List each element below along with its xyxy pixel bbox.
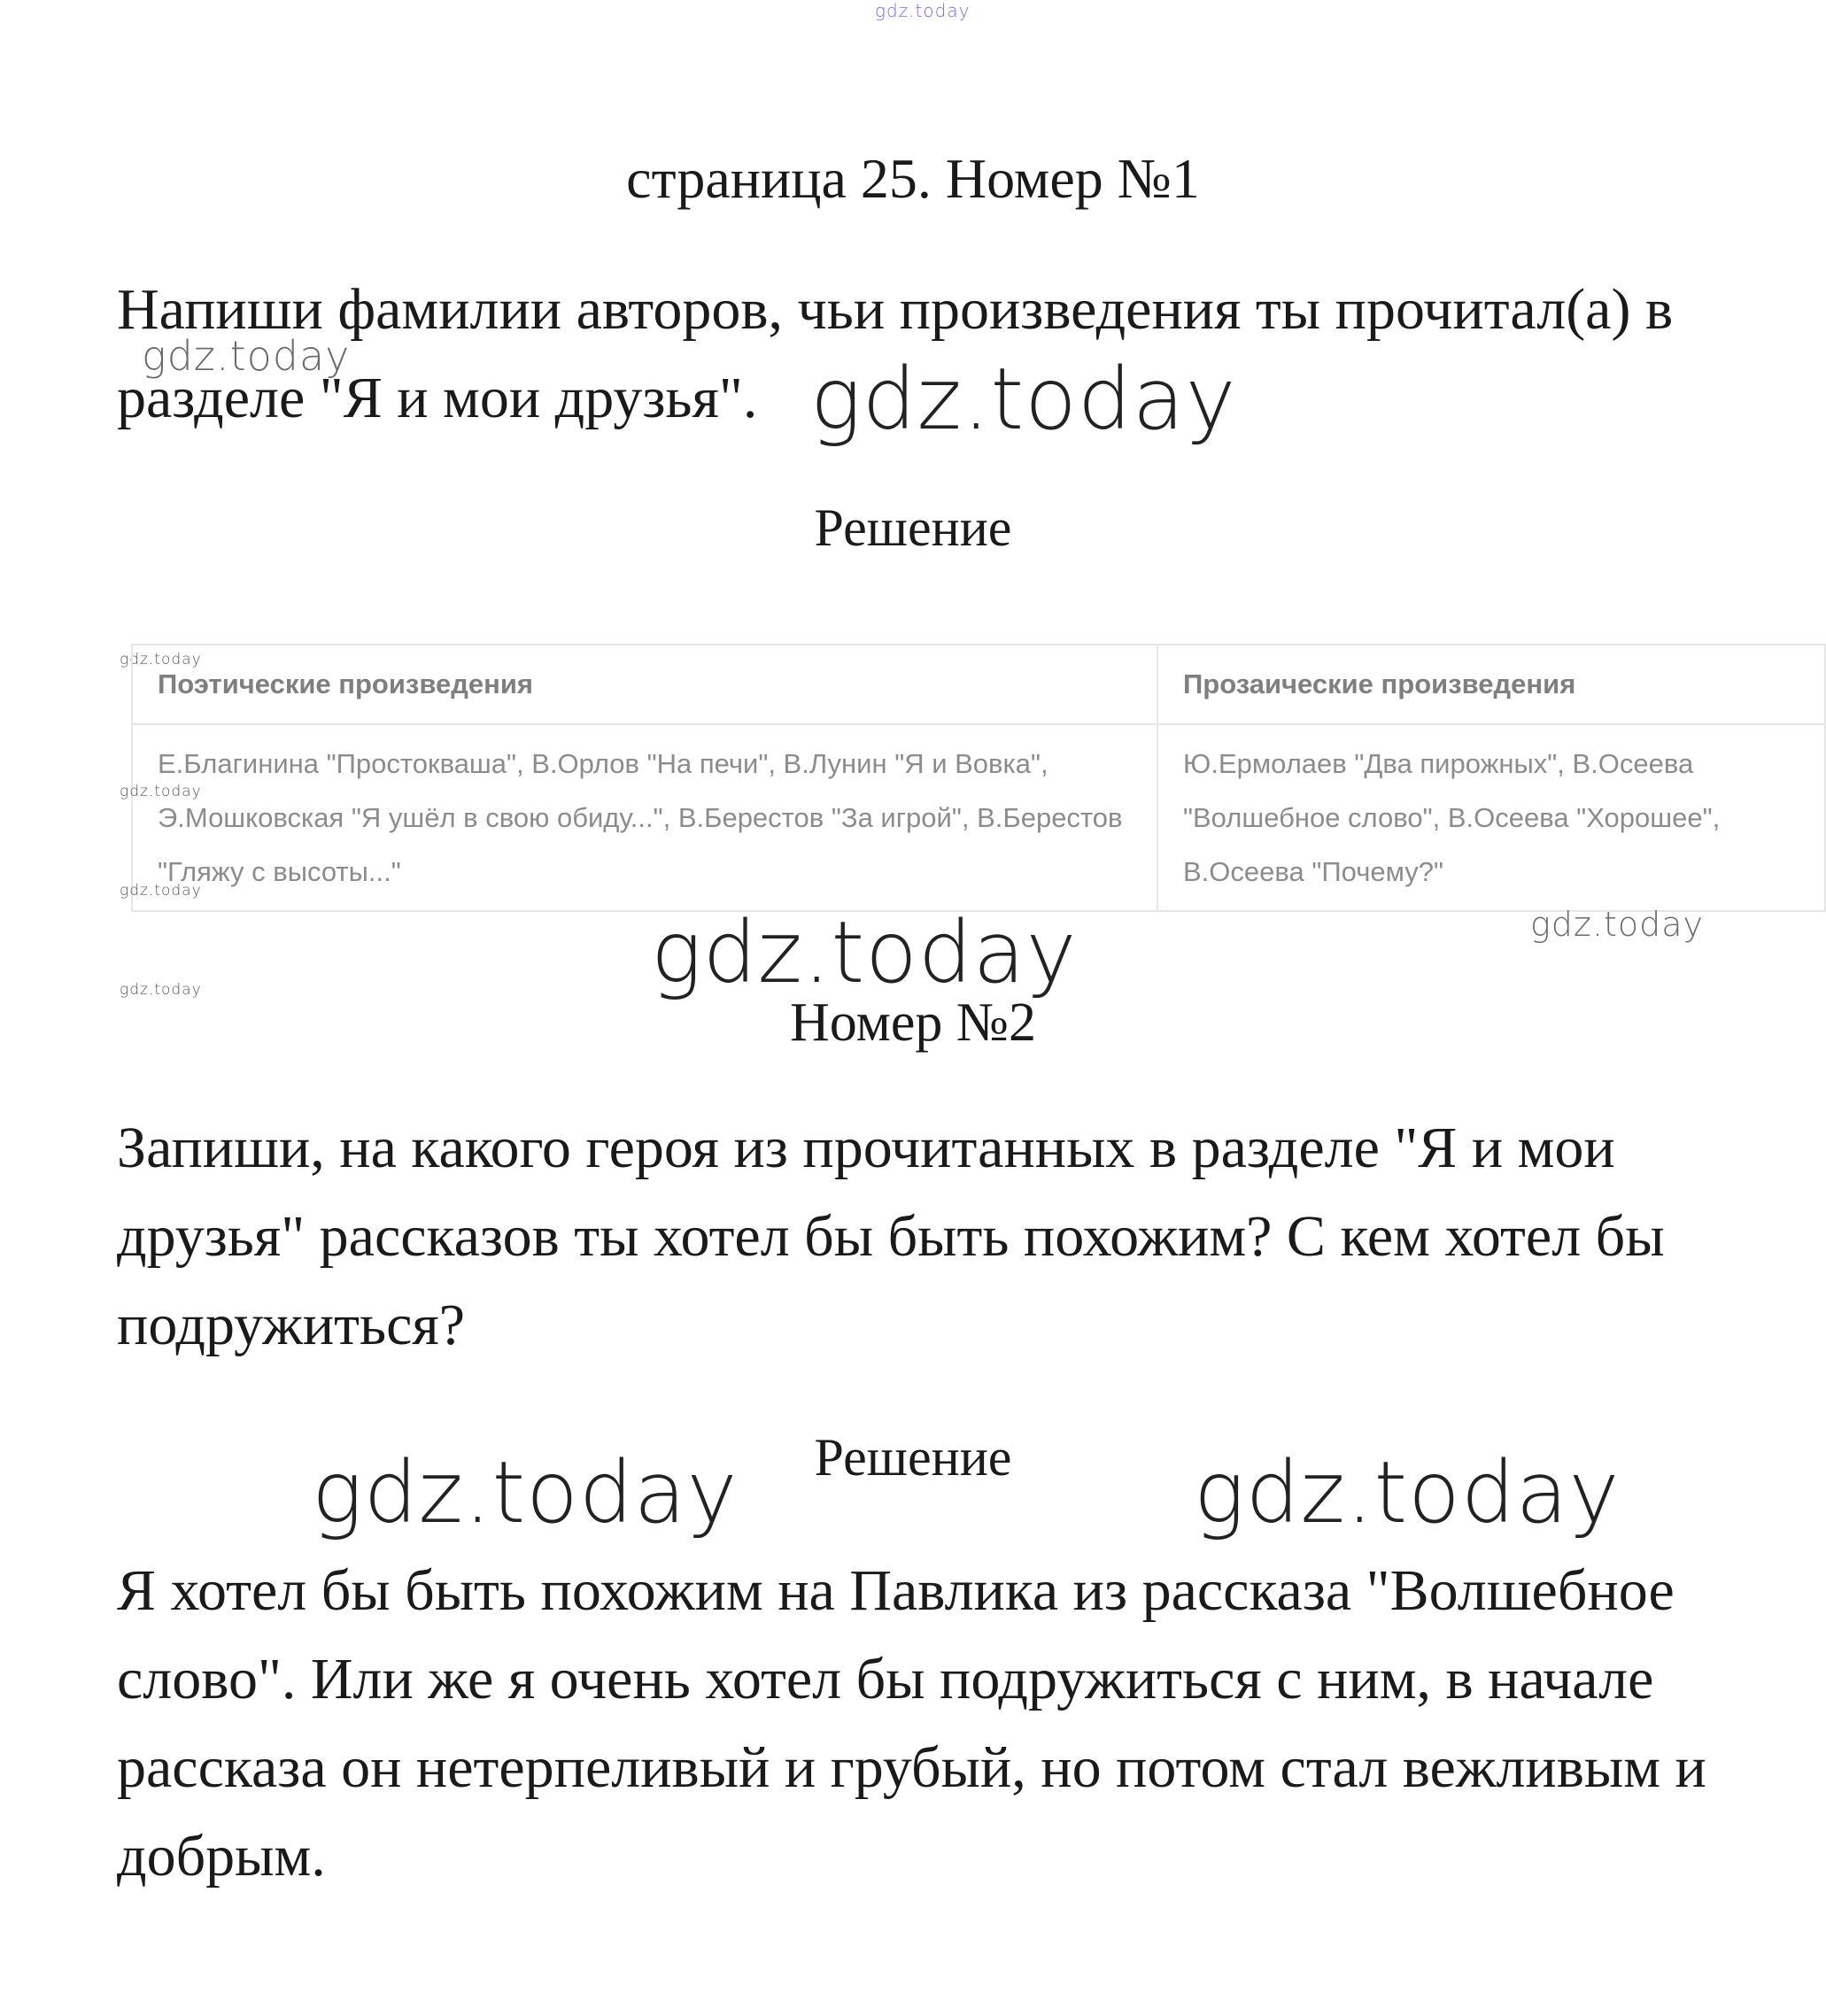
watermark-tiny: gdz.today (120, 981, 202, 999)
watermark-small: gdz.today (142, 332, 351, 380)
watermark-top: gdz.today (875, 0, 971, 21)
watermark-big: gdz.today (810, 350, 1237, 449)
section2-answer: Я хотел бы быть похожим на Павлика из рассказа "Волшебное слово". Или же я очень хотел бы подружиться с ним, в начале рассказа он нетерпеливый и грубый, но потом стал вежливым и добрым. (117, 1558, 1706, 1889)
table-cell-prose: Ю.Ермолаев "Два пирожных", В.Осеева "Волшебное слово", В.Осеева "Хорошее", В.Осеева "Почему?" (1157, 724, 1825, 911)
watermark-big: gdz.today (312, 1443, 739, 1542)
table-header-prose: Прозаические произведения (1157, 645, 1825, 724)
section1-solution-label: Решение (814, 498, 1012, 557)
watermark-tiny: gdz.today (120, 783, 202, 800)
section1-task: Напиши фамилии авторов, чьи произведения ты прочитал(а) в разделе "Я и мои друзья". (117, 277, 1674, 430)
section1-heading: страница 25. Номер №1 (626, 147, 1200, 210)
table-header-poetic: Поэтические произведения (132, 645, 1157, 724)
watermark-tiny: gdz.today (120, 882, 202, 900)
section2-solution-label: Решение (814, 1428, 1012, 1487)
section2-heading: Номер №2 (789, 993, 1036, 1053)
table-cell-poetic: Е.Благинина "Простокваша", В.Орлов "На печи", В.Лунин "Я и Вовка", Э.Мошковская "Я ушёл в свою обиду...", В.Берестов "За игрой", В.Берестов "Гляжу с высоты..." (132, 724, 1157, 911)
watermark-tiny: gdz.today (120, 651, 202, 668)
watermark-small: gdz.today (1530, 905, 1704, 944)
table-row (132, 724, 1825, 911)
watermark-big: gdz.today (651, 903, 1078, 1002)
watermark-big: gdz.today (1194, 1443, 1621, 1542)
table-header-row (132, 645, 1825, 724)
section2-task: Запиши, на какого героя из прочитанных в разделе "Я и мои друзья" рассказов ты хотел бы быть похожим? С кем хотел бы подружиться? (117, 1116, 1665, 1357)
authors-table (131, 644, 1826, 912)
